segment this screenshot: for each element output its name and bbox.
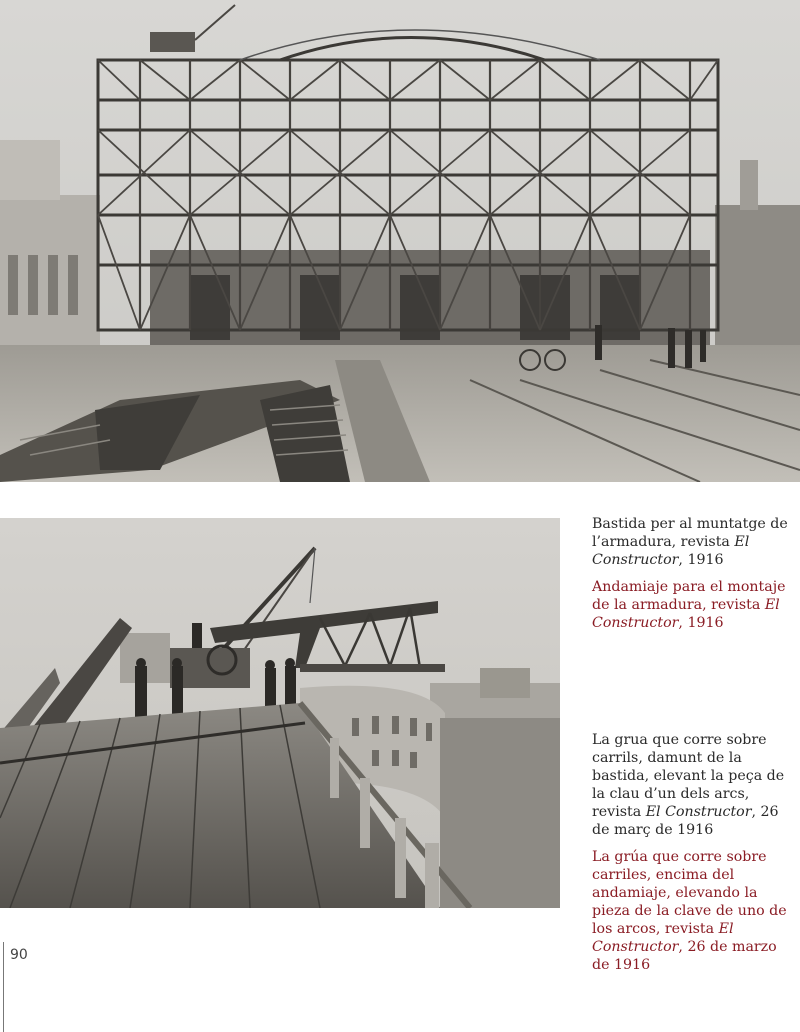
caption-spanish xyxy=(592,848,797,974)
photo-crane-arch xyxy=(0,518,560,908)
publication-title: El Constructor xyxy=(592,534,750,568)
caption-scaffolding xyxy=(592,515,797,632)
scaffolding-illustration xyxy=(0,0,800,482)
caption-text: Bastida per al muntatge de l’armadura, revista xyxy=(592,516,788,550)
caption-spanish xyxy=(592,578,797,632)
caption-date: , 1916 xyxy=(678,615,724,631)
caption-crane xyxy=(592,731,797,974)
caption-catalan xyxy=(592,731,797,839)
caption-text: La grua que corre sobre carrils, damunt de la bastida, elevant la peça de la clau d’un dels arcs, revista xyxy=(592,732,785,820)
page-number: 90 xyxy=(10,947,28,963)
caption-date: , 1916 xyxy=(678,552,724,568)
caption-text: La grúa que corre sobre carriles, encima del andamiaje, elevando la pieza de la clave de uno de los arcos, revista xyxy=(592,849,787,937)
publication-title: El Constructor xyxy=(645,804,752,820)
caption-date: , 26 de marzo de 1916 xyxy=(592,939,777,973)
caption-catalan xyxy=(592,515,797,569)
margin-rule xyxy=(3,942,4,1032)
crane-illustration xyxy=(0,518,560,908)
publication-title: El Constructor xyxy=(592,597,780,631)
photo-scaffolding xyxy=(0,0,800,482)
caption-text: Andamiaje para el montaje de la armadura, revista xyxy=(592,579,786,613)
publication-title: El Constructor xyxy=(592,921,734,955)
caption-date: , 26 de març de 1916 xyxy=(592,804,779,838)
